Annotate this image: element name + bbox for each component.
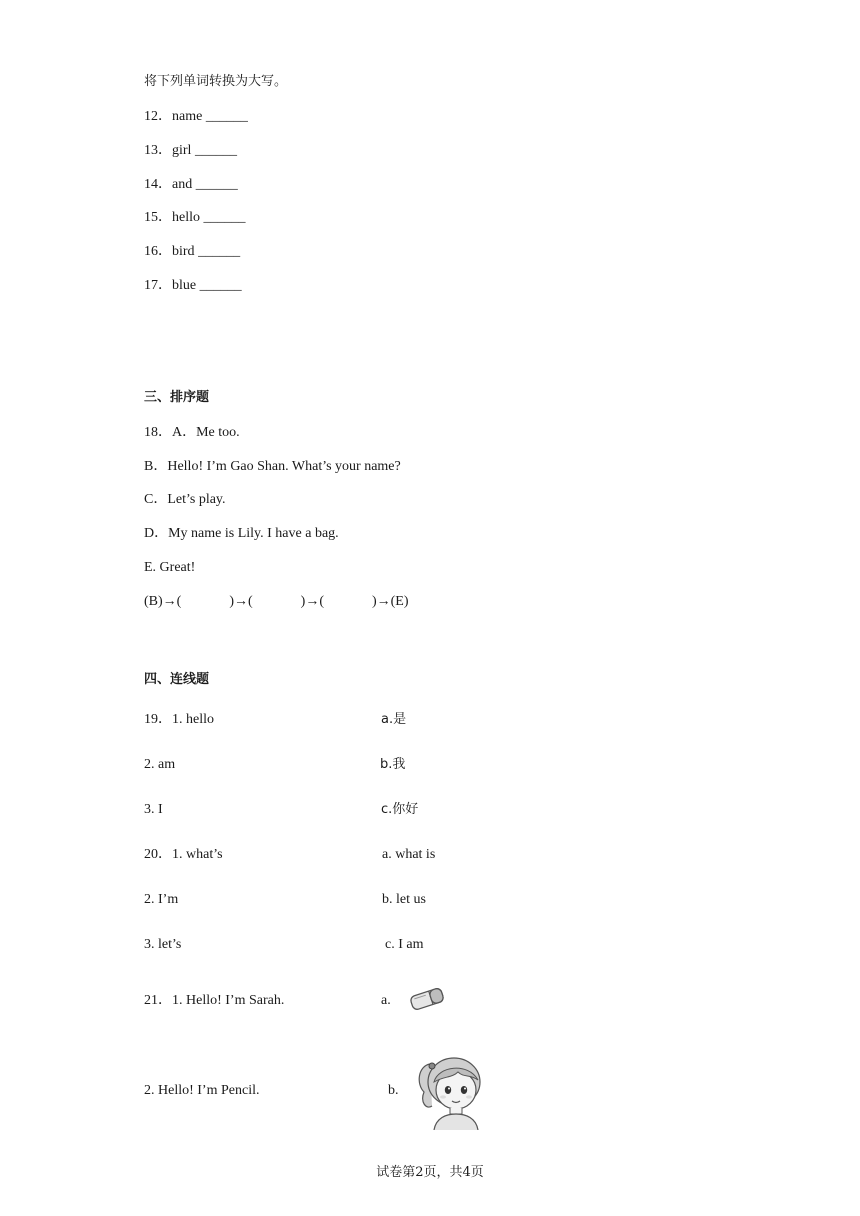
answer-blank[interactable]: ______: [203, 210, 246, 225]
question-13: [144, 142, 237, 160]
sequence-part: (B)→(: [144, 594, 182, 609]
question-18-option-d: D．My name is Lily. I have a bag.: [144, 526, 339, 541]
question-number: 18．: [144, 425, 172, 440]
question-number: 21．: [144, 993, 172, 1008]
question-number: 13．: [144, 143, 172, 158]
instruction-uppercase: 将下列单词转换为大写。: [144, 74, 288, 89]
option-text: A．Me too.: [172, 425, 240, 440]
question-word: and: [172, 177, 193, 192]
page-footer: 试卷第2页，共4页: [376, 1165, 484, 1180]
question-word: bird: [172, 244, 195, 259]
question-14: [144, 176, 238, 194]
question-18-option-a: [144, 424, 240, 442]
q21-right-a-label[interactable]: a.: [381, 993, 391, 1008]
q20-right-c[interactable]: c. I am: [385, 937, 424, 952]
q20-left-1[interactable]: 20．1. what’s: [144, 847, 223, 862]
answer-blank[interactable]: ______: [194, 143, 237, 158]
ordering-answer-sequence[interactable]: [144, 593, 409, 611]
question-15: [144, 209, 246, 227]
question-18-option-e: E. Great!: [144, 560, 196, 575]
q20-right-b[interactable]: b. let us: [382, 892, 426, 907]
question-number: 17．: [144, 278, 172, 293]
q21-right-b-label[interactable]: b.: [388, 1083, 399, 1098]
q19-left-1[interactable]: 19．1. hello: [144, 712, 214, 727]
q21-left-1[interactable]: 21．1. Hello! I’m Sarah.: [144, 993, 285, 1008]
question-word: blue: [172, 278, 197, 293]
eraser-picture[interactable]: [406, 984, 448, 1014]
q19-left-3[interactable]: 3. I: [144, 802, 163, 817]
question-16: [144, 243, 240, 261]
question-number: 15．: [144, 210, 172, 225]
question-number: 12．: [144, 109, 172, 124]
answer-blank[interactable]: ______: [195, 177, 238, 192]
answer-blank[interactable]: ______: [205, 109, 248, 124]
question-17: [144, 277, 242, 295]
q19-right-c[interactable]: c.你好: [381, 802, 419, 817]
sequence-part: )→(: [300, 594, 324, 609]
question-number: 16．: [144, 244, 172, 259]
question-number: 19．: [144, 712, 172, 727]
answer-blank[interactable]: ______: [198, 244, 241, 259]
q21-left-2[interactable]: 2. Hello! I’m Pencil.: [144, 1083, 260, 1098]
q20-right-a[interactable]: a. what is: [382, 847, 436, 862]
answer-blank[interactable]: ______: [199, 278, 242, 293]
question-word: girl: [172, 143, 192, 158]
q20-left-3[interactable]: 3. let’s: [144, 937, 182, 952]
q20-left-2[interactable]: 2. I’m: [144, 892, 179, 907]
section-heading-ordering: 三、排序题: [144, 390, 210, 405]
section-heading-matching: 四、连线题: [144, 672, 210, 687]
question-word: hello: [172, 210, 200, 225]
q19-right-a[interactable]: a.是: [381, 712, 407, 727]
sequence-part: )→(E): [371, 594, 409, 609]
question-number: 20．: [144, 847, 172, 862]
question-12: [144, 108, 248, 126]
sequence-part: )→(: [229, 594, 253, 609]
question-word: name: [172, 109, 203, 124]
question-18-option-b: B．Hello! I’m Gao Shan. What’s your name?: [144, 459, 401, 474]
question-18-option-c: C．Let’s play.: [144, 492, 226, 507]
question-number: 14．: [144, 177, 172, 192]
q19-left-2[interactable]: 2. am: [144, 757, 176, 772]
q19-right-b[interactable]: b.我: [380, 757, 406, 772]
girl-picture[interactable]: [412, 1050, 488, 1130]
